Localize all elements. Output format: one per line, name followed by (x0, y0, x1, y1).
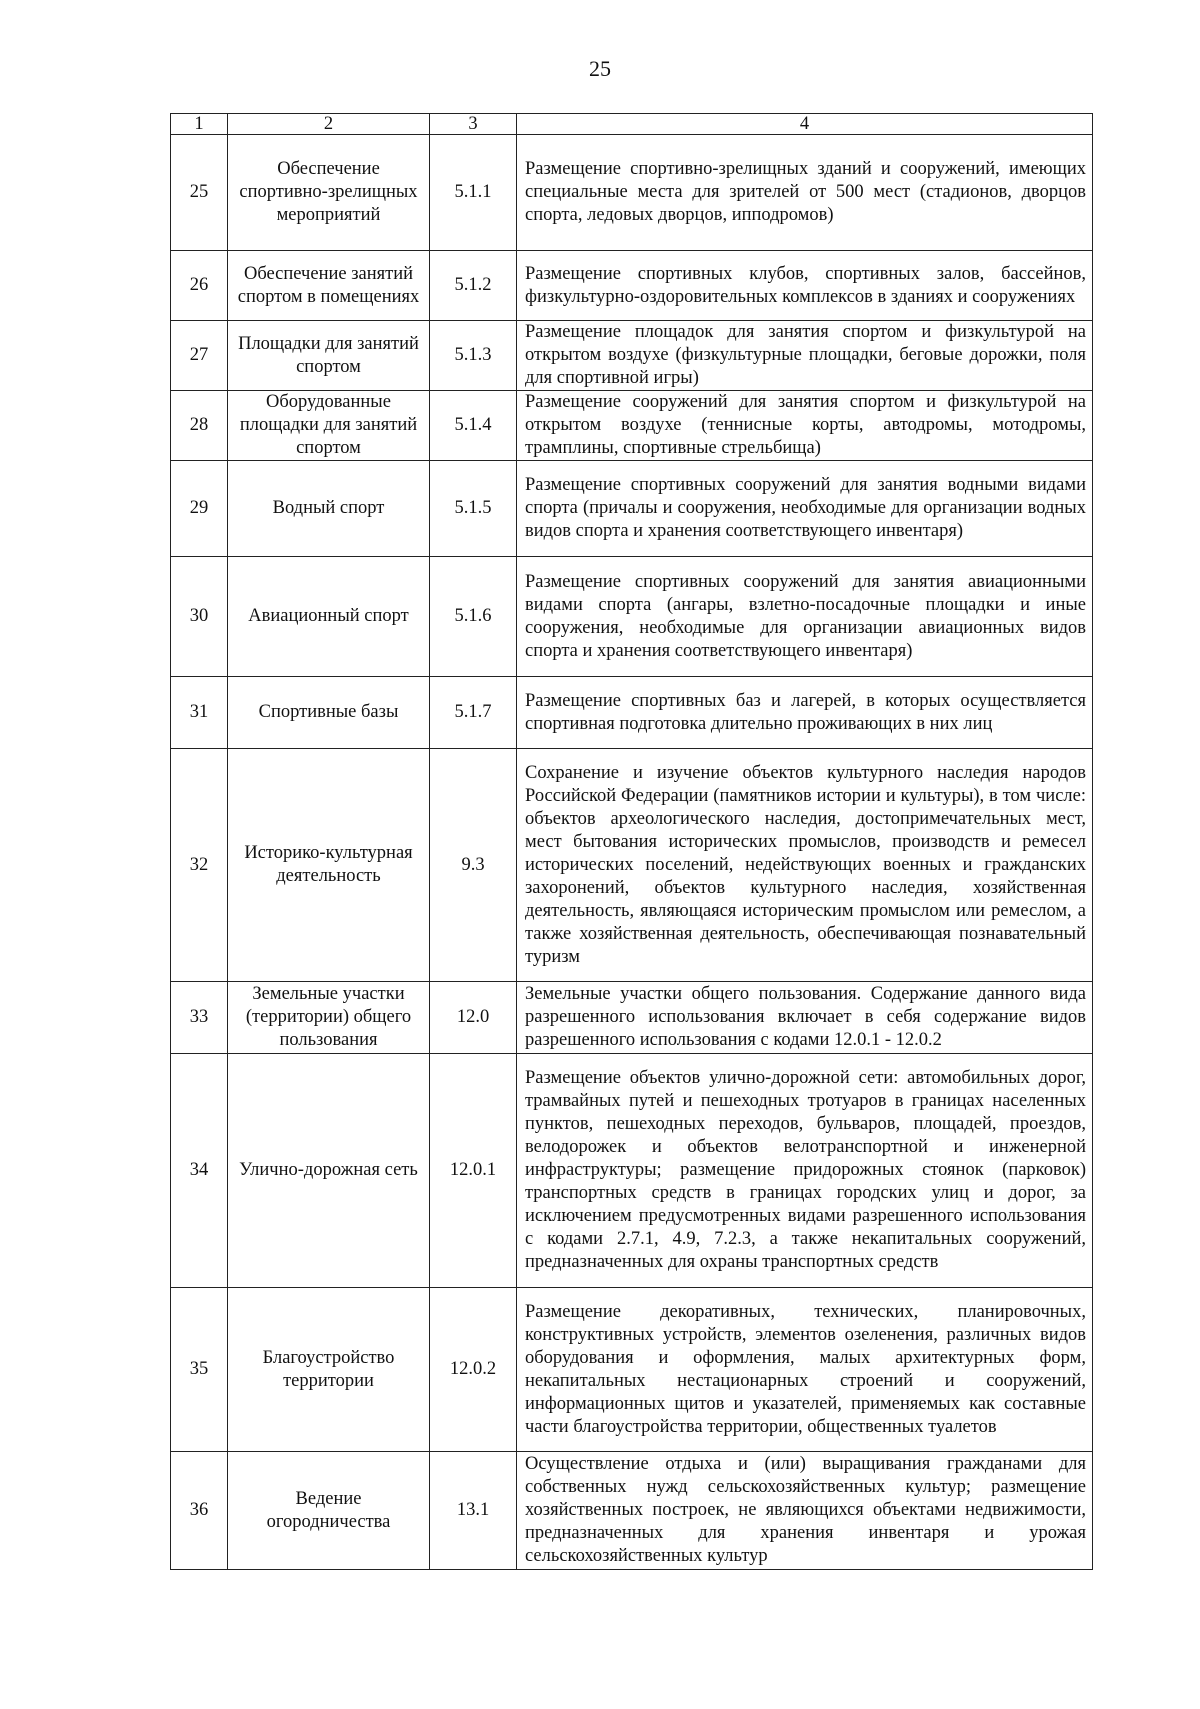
row-name: Авиационный спорт (228, 557, 430, 677)
row-code: 12.0.2 (430, 1288, 517, 1452)
row-name: Спортивные базы (228, 677, 430, 749)
table-row (171, 1452, 1093, 1570)
row-description: Размещение объектов улично-дорожной сети: автомобильных дорог, трамвайных путей и пешеходных тротуаров в границах населенных пунктов, пешеходных переходов, бульваров, площадей, проездов, велодорожек и объектов велотранспортной и инженерной инфраструктуры; размещение придорожных стоянок (парковок) транспортных средств в границах городских улиц и дорог, за исключением предусмотренных видами разрешенного использования с кодами 2.7.1, 4.9, 7.2.3, а также некапитальных сооружений, предназначенных для охраны транспортных средств (517, 1054, 1093, 1288)
row-description: Размещение сооружений для занятия спортом и физкультурой на открытом воздухе (теннисные корты, автодромы, мотодромы, трамплины, спортивные стрельбища) (517, 391, 1093, 461)
table-row (171, 251, 1093, 321)
row-description: Размещение спортивных сооружений для занятия водными видами спорта (причалы и сооружения, необходимые для организации водных видов спорта и хранения соответствующего инвентаря) (517, 461, 1093, 557)
row-number: 31 (171, 677, 228, 749)
row-number: 29 (171, 461, 228, 557)
row-name: Обеспечение спортивно-зрелищных мероприятий (228, 135, 430, 251)
row-description: Земельные участки общего пользования. Содержание данного вида разрешенного использования включает в себя содержание видов разрешенного использования с кодами 12.0.1 - 12.0.2 (517, 982, 1093, 1054)
row-code: 13.1 (430, 1452, 517, 1570)
row-number: 33 (171, 982, 228, 1054)
table-row (171, 677, 1093, 749)
column-header-number: 1 (171, 114, 228, 135)
row-code: 5.1.4 (430, 391, 517, 461)
row-description: Размещение спортивных баз и лагерей, в которых осуществляется спортивная подготовка длительно проживающих в них лиц (517, 677, 1093, 749)
row-description: Размещение площадок для занятия спортом и физкультурой на открытом воздухе (физкультурные площадки, беговые дорожки, поля для спортивной игры) (517, 321, 1093, 391)
row-code: 5.1.3 (430, 321, 517, 391)
row-description: Размещение спортивных сооружений для занятия авиационными видами спорта (ангары, взлетно-посадочные площадки и иные сооружения, необходимые для организации авиационных видов спорта и хранения соответствующего инвентаря) (517, 557, 1093, 677)
row-code: 5.1.7 (430, 677, 517, 749)
row-name: Благоустройство территории (228, 1288, 430, 1452)
row-name: Обеспечение занятий спортом в помещениях (228, 251, 430, 321)
row-number: 26 (171, 251, 228, 321)
table-row (171, 135, 1093, 251)
row-number: 25 (171, 135, 228, 251)
row-code: 5.1.6 (430, 557, 517, 677)
table-header-row (171, 114, 1093, 135)
row-number: 34 (171, 1054, 228, 1288)
table-row (171, 321, 1093, 391)
land-use-table (170, 113, 1093, 1570)
table-row (171, 557, 1093, 677)
row-number: 32 (171, 749, 228, 982)
column-header-name: 2 (228, 114, 430, 135)
row-number: 27 (171, 321, 228, 391)
column-header-code: 3 (430, 114, 517, 135)
row-code: 5.1.1 (430, 135, 517, 251)
row-name: Улично-дорожная сеть (228, 1054, 430, 1288)
row-description: Осуществление отдыха и (или) выращивания гражданами для собственных нужд сельскохозяйственных культур; размещение хозяйственных построек, не являющихся объектами недвижимости, предназначенных для хранения инвентаря и урожая сельскохозяйственных культур (517, 1452, 1093, 1570)
table-row (171, 1054, 1093, 1288)
row-name: Оборудованные площадки для занятий спортом (228, 391, 430, 461)
row-number: 35 (171, 1288, 228, 1452)
row-code: 12.0.1 (430, 1054, 517, 1288)
row-number: 28 (171, 391, 228, 461)
table-row (171, 391, 1093, 461)
row-code: 12.0 (430, 982, 517, 1054)
table-row (171, 461, 1093, 557)
row-code: 9.3 (430, 749, 517, 982)
row-code: 5.1.2 (430, 251, 517, 321)
row-description: Размещение спортивно-зрелищных зданий и сооружений, имеющих специальные места для зрителей от 500 мест (стадионов, дворцов спорта, ледовых дворцов, ипподромов) (517, 135, 1093, 251)
row-code: 5.1.5 (430, 461, 517, 557)
row-description: Размещение декоративных, технических, планировочных, конструктивных устройств, элементов озеленения, различных видов оборудования и оформления, малых архитектурных форм, некапитальных нестационарных строений и сооружений, информационных щитов и указателей, применяемых как составные части благоустройства территории, общественных туалетов (517, 1288, 1093, 1452)
row-number: 36 (171, 1452, 228, 1570)
row-description: Размещение спортивных клубов, спортивных залов, бассейнов, физкультурно-оздоровительных комплексов в зданиях и сооружениях (517, 251, 1093, 321)
row-name: Земельные участки (территории) общего пользования (228, 982, 430, 1054)
table-row (171, 982, 1093, 1054)
land-use-table-container (170, 113, 1092, 1570)
page-number: 25 (589, 56, 611, 81)
row-name: Ведение огородничества (228, 1452, 430, 1570)
row-number: 30 (171, 557, 228, 677)
table-row (171, 1288, 1093, 1452)
row-name: Водный спорт (228, 461, 430, 557)
row-name: Площадки для занятий спортом (228, 321, 430, 391)
row-description: Сохранение и изучение объектов культурного наследия народов Российской Федерации (памятников истории и культуры), в том числе: объектов археологического наследия, достопримечательных мест, мест бытования исторических промыслов, производств и ремесел исторических поселений, недействующих военных и гражданских захоронений, объектов культурного наследия, хозяйственная деятельность, являющаяся историческим промыслом или ремеслом, а также хозяйственная деятельность, обеспечивающая познавательный туризм (517, 749, 1093, 982)
row-name: Историко-культурная деятельность (228, 749, 430, 982)
column-header-description: 4 (517, 114, 1093, 135)
table-row (171, 749, 1093, 982)
